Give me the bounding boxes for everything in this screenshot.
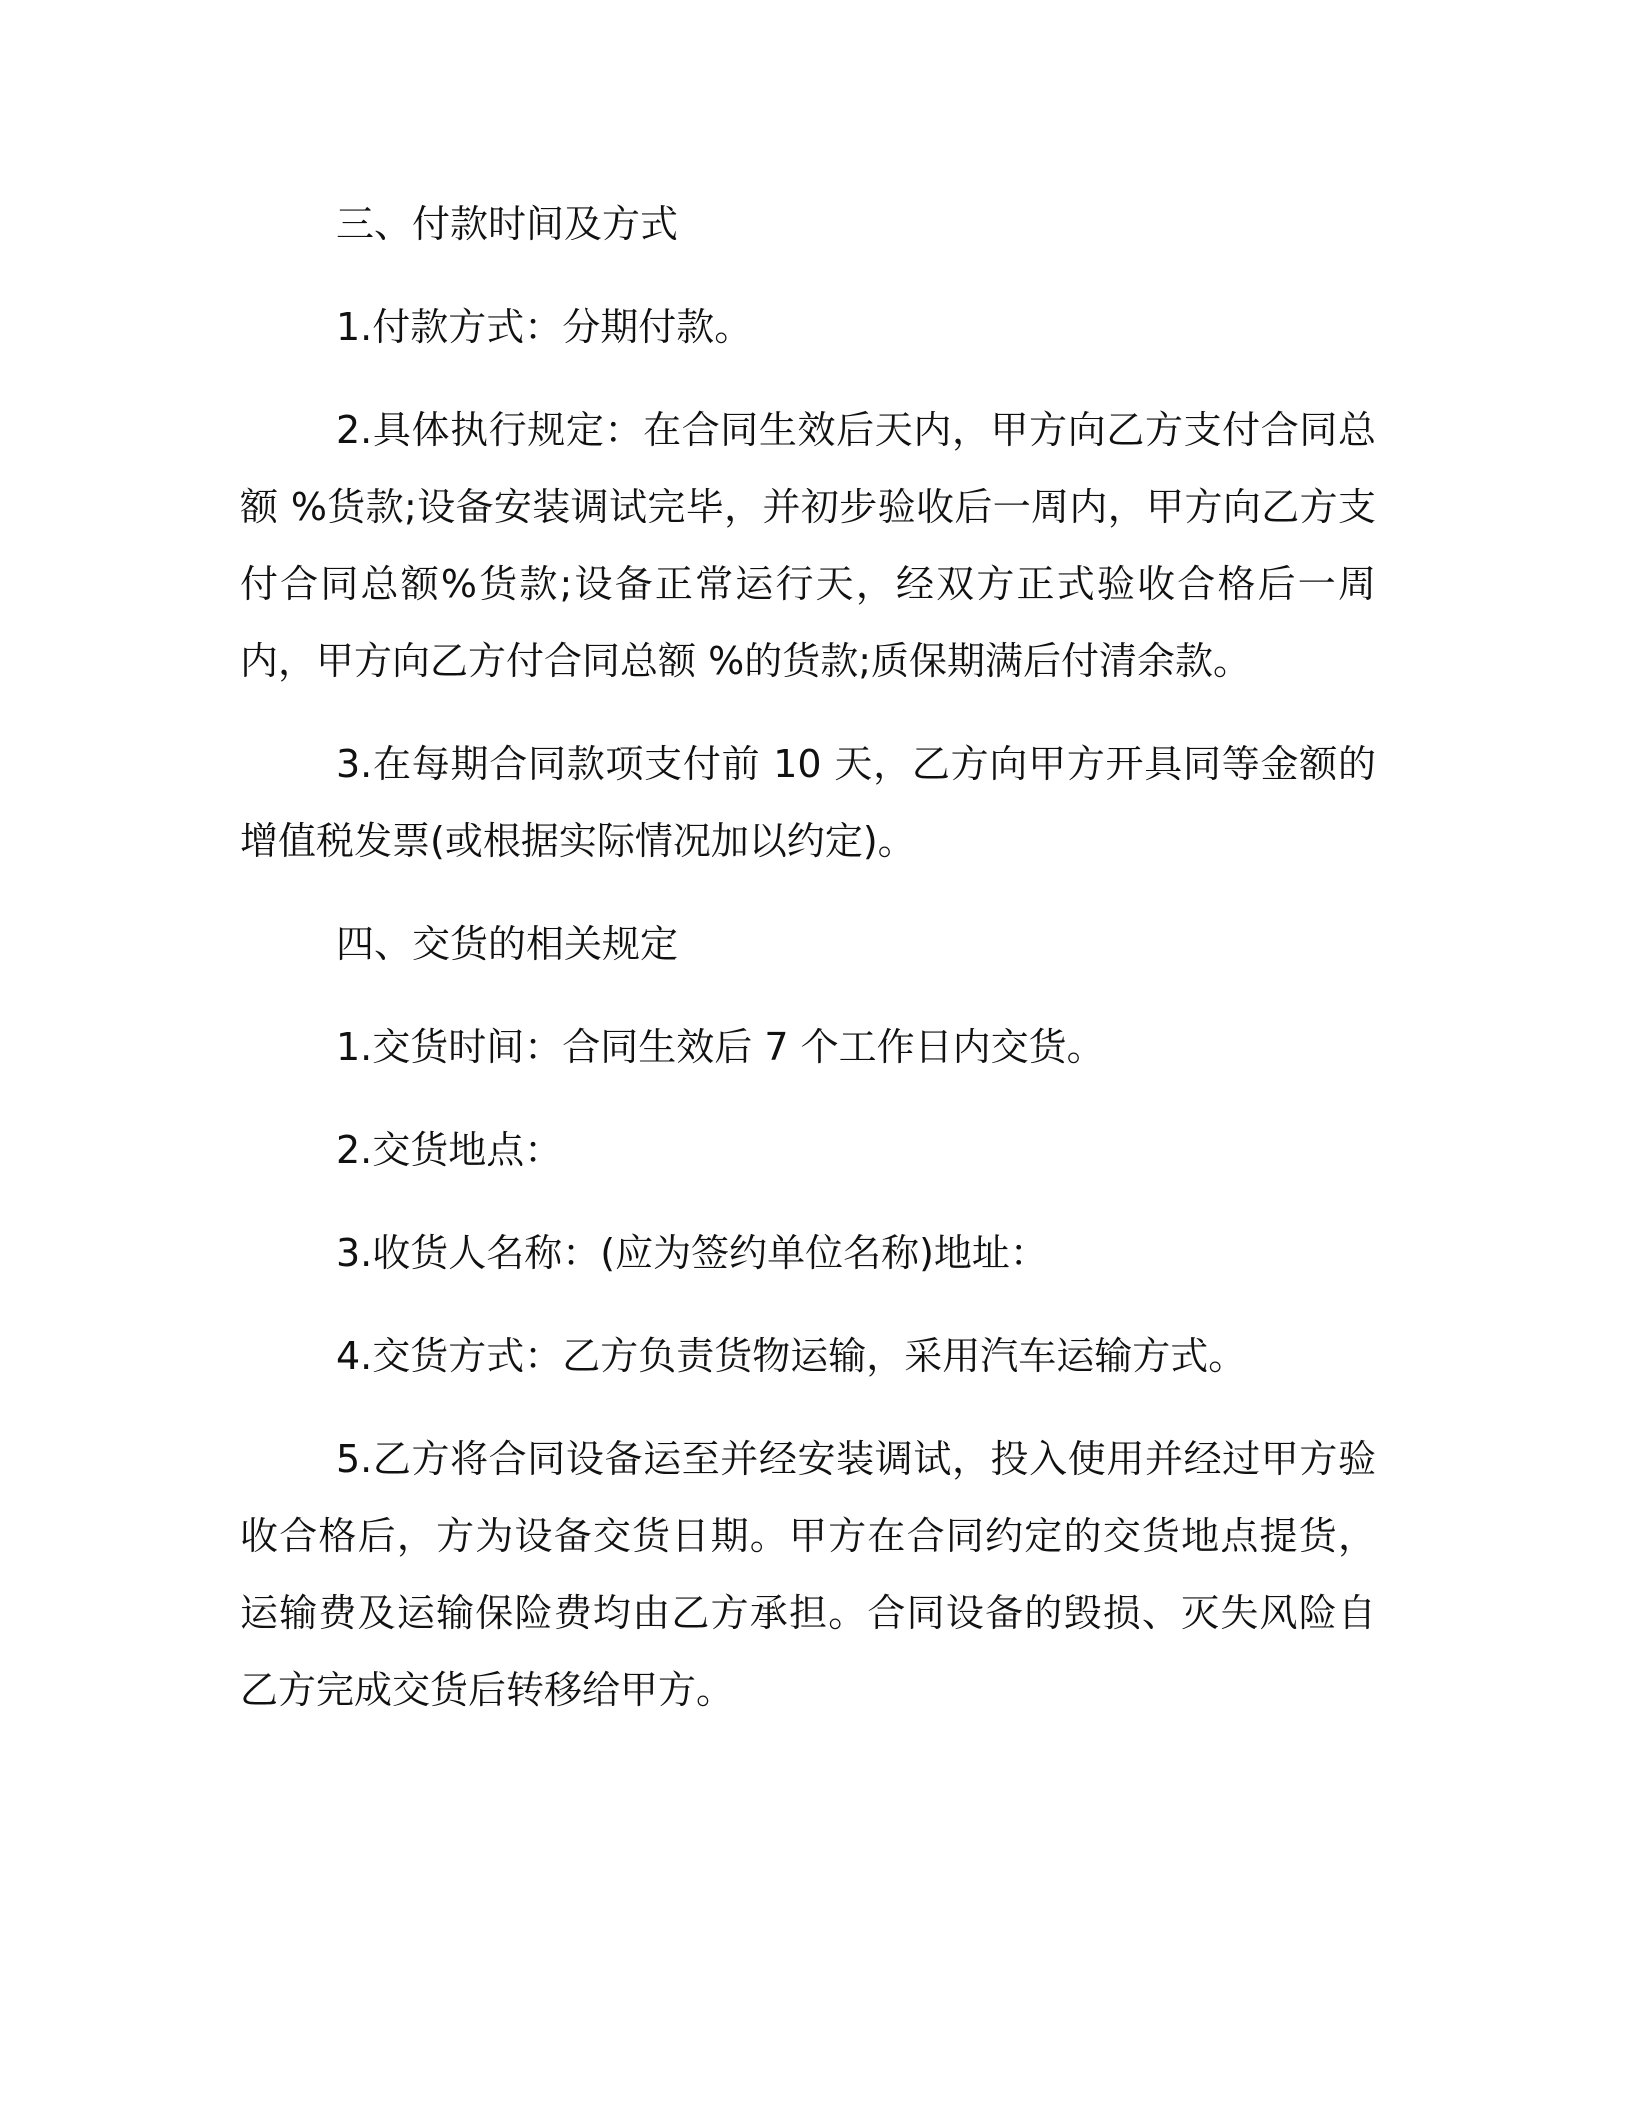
- payment-clause-3: 3.在每期合同款项支付前 10 天，乙方向甲方开具同等金额的增值税发票(或根据实际情况加以约定)。: [240, 742, 1376, 863]
- document-body: [240, 186, 1376, 1755]
- delivery-clause-2: 2.交货地点：: [336, 1128, 563, 1172]
- payment-clause-2: 2.具体执行规定：在合同生效后天内，甲方向乙方支付合同总额 %货款;设备安装调试完毕，并初步验收后一周内，甲方向乙方支付合同总额%货款;设备正常运行天，经双方正式验收合格后一周内，甲方向乙方付合同总额 %的货款;质保期满后付清余款。: [240, 408, 1376, 683]
- section-heading-payment: 三、付款时间及方式: [336, 202, 679, 246]
- section-heading-delivery: 四、交货的相关规定: [336, 922, 679, 966]
- delivery-clause-4: 4.交货方式：乙方负责货物运输，采用汽车运输方式。: [336, 1334, 1247, 1378]
- delivery-clause-5: 5.乙方将合同设备运至并经安装调试，投入使用并经过甲方验收合格后，方为设备交货日期。甲方在合同约定的交货地点提货，运输费及运输保险费均由乙方承担。合同设备的毁损、灭失风险自乙方完成交货后转移给甲方。: [240, 1437, 1376, 1712]
- delivery-clause-3: 3.收货人名称：(应为签约单位名称)地址：: [336, 1231, 1048, 1275]
- delivery-clause-1: 1.交货时间：合同生效后 7 个工作日内交货。: [336, 1025, 1105, 1069]
- payment-clause-1: 1.付款方式：分期付款。: [336, 305, 753, 349]
